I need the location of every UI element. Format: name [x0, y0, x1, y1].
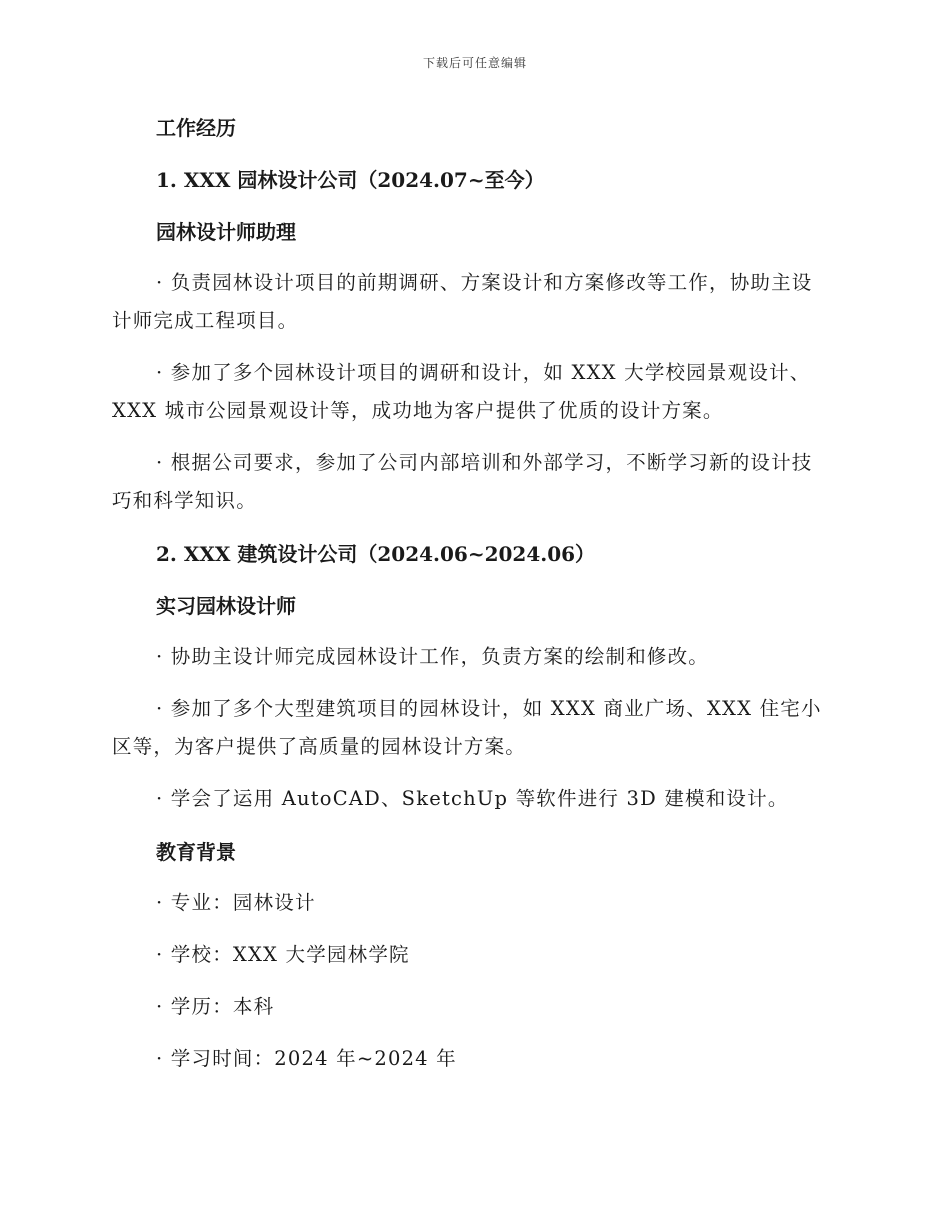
job-1-bullet-1: · 负责园林设计项目的前期调研、方案设计和方案修改等工作，协助主设计师完成工程项目。 [112, 271, 813, 332]
education-major: · 专业：园林设计 [156, 891, 316, 914]
job-2-bullet-3: · 学会了运用 AutoCAD、SketchUp 等软件进行 3D 建模和设计。 [156, 787, 789, 810]
header-note: 下载后可任意编辑 [422, 56, 527, 70]
job-1-bullet-3: · 根据公司要求，参加了公司内部培训和外部学习，不断学习新的设计技巧和科学知识。 [112, 451, 813, 512]
education-heading: 教育背景 [156, 840, 236, 864]
work-experience-heading: 工作经历 [156, 116, 236, 140]
job-2-role: 实习园林设计师 [156, 594, 296, 618]
job-2-company: 2. XXX 建筑设计公司（2024.06~2024.06） [156, 542, 596, 566]
job-1-bullet-2: · 参加了多个园林设计项目的调研和设计，如 XXX 大学校园景观设计、XXX 城市公园景观设计等，成功地为客户提供了优质的设计方案。 [112, 361, 811, 422]
education-school: · 学校：XXX 大学园林学院 [156, 943, 410, 966]
education-period: · 学习时间：2024 年~2024 年 [156, 1047, 457, 1070]
job-1-role: 园林设计师助理 [156, 220, 296, 244]
education-degree: · 学历：本科 [156, 995, 275, 1018]
job-2-bullet-2: · 参加了多个大型建筑项目的园林设计，如 XXX 商业广场、XXX 住宅小区等，为客户提供了高质量的园林设计方案。 [112, 697, 822, 758]
job-2-bullet-1: · 协助主设计师完成园林设计工作，负责方案的绘制和修改。 [156, 645, 709, 668]
job-1-company: 1. XXX 园林设计公司（2024.07~至今） [156, 168, 545, 192]
resume-content [112, 108, 832, 1092]
